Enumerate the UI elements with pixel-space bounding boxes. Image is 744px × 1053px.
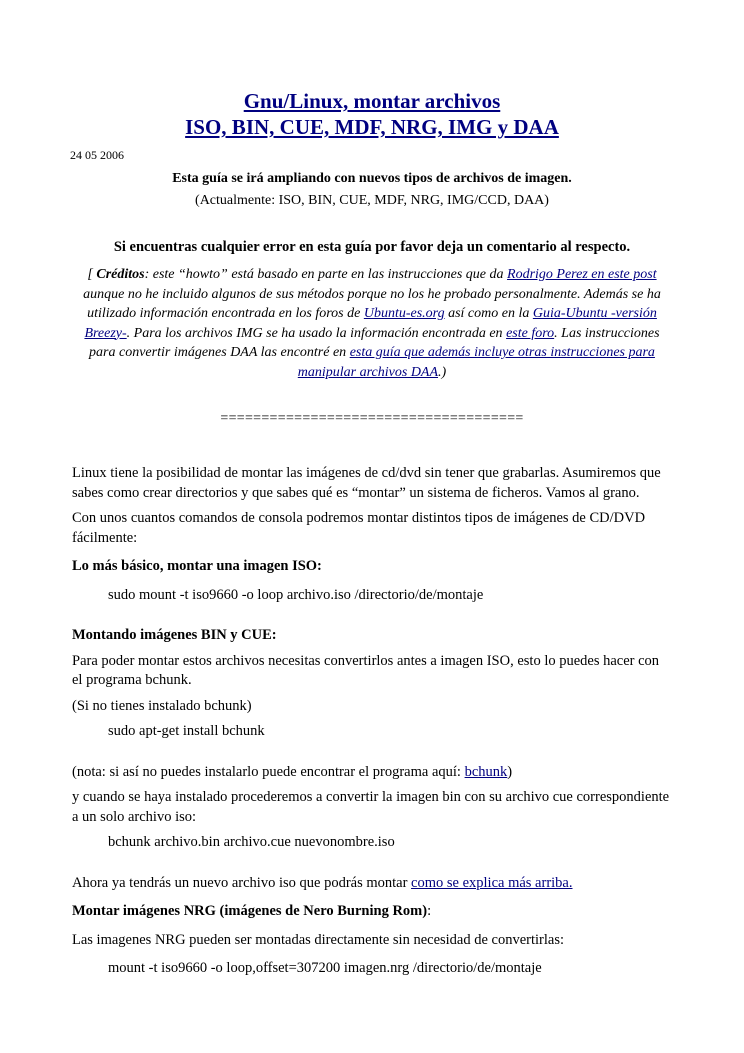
intro-line-2: (Actualmente: ISO, BIN, CUE, MDF, NRG, IMG/CCD, DAA) <box>195 193 549 208</box>
credits-text-1: : este “howto” está basado en parte en las instrucciones que da <box>144 267 508 282</box>
title-link-line1[interactable]: Gnu/Linux, montar archivos <box>243 89 501 113</box>
credits-open-bracket: [ <box>87 267 97 282</box>
intro-line-1: Esta guía se irá ampliando con nuevos tipos de archivos de imagen. <box>172 171 572 186</box>
este-foro-link[interactable]: este foro <box>506 325 555 341</box>
note-paragraph <box>72 763 672 783</box>
heading-nrg-text: Montar imágenes NRG (imágenes de Nero Burning Rom) <box>72 903 428 919</box>
body-paragraph-bin: Para poder montar estos archivos necesitas convertirlos antes a imagen ISO, esto lo puedes hacer con el programa bchunk. <box>72 652 660 688</box>
body-paragraph-noinstall: (Si no tienes instalado bchunk) <box>72 697 252 714</box>
heading-iso: Lo más básico, montar una imagen ISO: <box>72 558 322 574</box>
bchunk-link[interactable]: bchunk <box>464 763 508 780</box>
credits-text-5: . Las instrucciones para convertir imágenes DAA las encontré en <box>89 325 660 360</box>
heading-nrg-colon: : <box>427 903 432 919</box>
error-notice: Si encuentras cualquier error en esta guía por favor deja un comentario al respecto. <box>113 239 631 255</box>
rodrigo-perez-link[interactable]: Rodrigo Perez en este post <box>507 267 657 282</box>
explained-above-link[interactable]: como se explica más arriba. <box>411 874 573 891</box>
note-text-pre: (nota: si así no puedes instalarlo puede encontrar el programa aquí: <box>72 763 465 780</box>
command-mount-iso: sudo mount -t iso9660 -o loop archivo.iso /directorio/de/montaje <box>108 586 484 603</box>
heading-bin-cue: Montando imágenes BIN y CUE: <box>72 627 277 643</box>
body-paragraph-now <box>72 874 672 894</box>
credits-paragraph <box>72 265 672 382</box>
publication-date: 24 05 2006 <box>70 148 124 162</box>
ubuntu-es-link[interactable]: Ubuntu-es.org <box>363 306 445 321</box>
heading-nrg <box>72 902 672 922</box>
title-link-line2[interactable]: ISO, BIN, CUE, MDF, NRG, IMG y DAA <box>185 115 559 139</box>
now-text: Ahora ya tendrás un nuevo archivo iso que podrás montar <box>72 874 412 891</box>
body-paragraph-nrg: Las imagenes NRG pueden ser montadas directamente sin necesidad de convertirlas: <box>72 931 565 948</box>
note-text-post: ) <box>507 763 513 780</box>
body-paragraph-intro: Linux tiene la posibilidad de montar las imágenes de cd/dvd sin tener que grabarlas. Asumiremos que sabes como crear directorios y que sabes qué es “montar” un sistema de ficheros. Vamos al grano. <box>72 465 661 501</box>
daa-guide-link[interactable]: esta guía que además incluye otras instrucciones para manipular archivos DAA <box>297 345 655 380</box>
body-paragraph-convert: y cuando se haya instalado procederemos a convertir la imagen bin con su archivo cue correspondiente a un solo archivo iso: <box>72 789 670 825</box>
credits-text-2: aunque no he incluido algunos de sus métodos porque no los he probado personalmente. Además se ha utilizado información encontrada en los foros de <box>83 286 661 321</box>
command-mount-nrg: mount -t iso9660 -o loop,offset=307200 imagen.nrg /directorio/de/montaje <box>108 960 542 976</box>
guia-ubuntu-link[interactable]: Guia-Ubuntu -versión Breezy- <box>84 306 657 341</box>
credits-text-6: .) <box>438 364 447 380</box>
page-title <box>72 0 672 140</box>
credits-label: Créditos <box>96 267 145 282</box>
body-paragraph-commands: Con unos cuantos comandos de consola podremos montar distintos tipos de imágenes de CD/DVD fácilmente: <box>72 510 646 546</box>
credits-text-4: . Para los archivos IMG se ha usado la información encontrada en <box>126 325 507 341</box>
credits-text-3: así como en la <box>444 306 533 321</box>
separator-line: ===================================== <box>220 411 524 426</box>
command-bchunk: bchunk archivo.bin archivo.cue nuevonombre.iso <box>108 834 395 850</box>
command-install-bchunk: sudo apt-get install bchunk <box>108 723 265 739</box>
